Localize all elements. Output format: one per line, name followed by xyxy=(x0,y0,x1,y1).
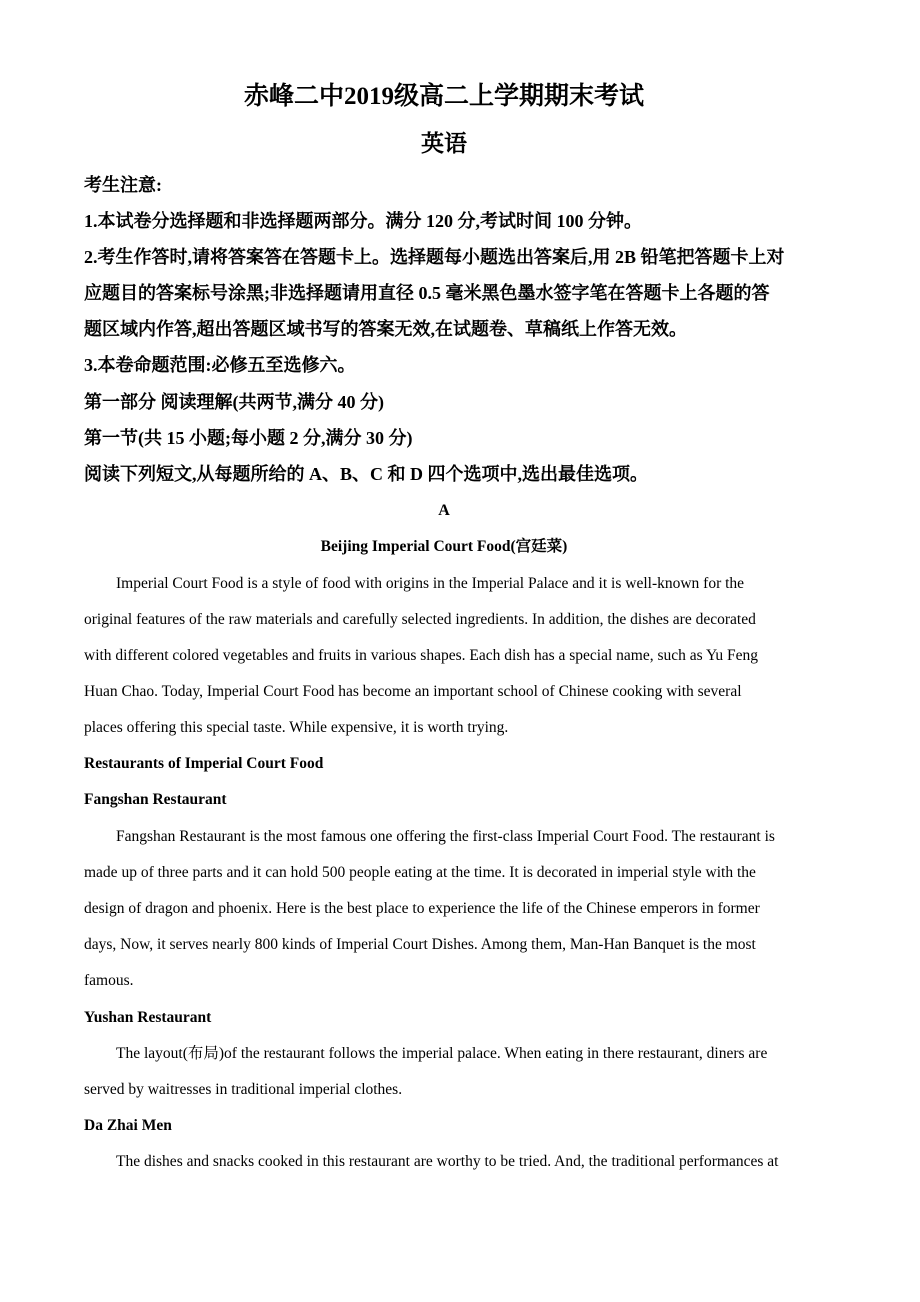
paragraph-line: days, Now, it serves nearly 800 kinds of Imperial Court Dishes. Among them, Man-Han Banquet is the most xyxy=(84,936,756,953)
paragraph-line: The dishes and snacks cooked in this restaurant are worthy to be tried. And, the traditional performances at xyxy=(116,1153,779,1170)
paragraph-line: made up of three parts and it can hold 500 people eating at the time. It is decorated in imperial style with the xyxy=(84,864,756,881)
passage-title: Beijing Imperial Court Food(宫廷菜) xyxy=(320,538,568,555)
fangshan-heading: Fangshan Restaurant xyxy=(84,791,227,808)
section-heading: 第一节(共 15 小题;每小题 2 分,满分 30 分) xyxy=(84,428,413,448)
notice-line: 应题目的答案标号涂黑;非选择题请用直径 0.5 毫米黑色墨水签字笔在答题卡上各题的答 xyxy=(84,283,770,303)
paragraph-line: places offering this special taste. While expensive, it is worth trying. xyxy=(84,719,509,736)
subject-title: 英语 xyxy=(421,131,467,156)
paragraph-line: Huan Chao. Today, Imperial Court Food has become an important school of Chinese cooking with several xyxy=(84,683,742,700)
paragraph-line: served by waitresses in traditional imperial clothes. xyxy=(84,1081,403,1098)
notice-line: 2.考生作答时,请将答案答在答题卡上。选择题每小题选出答案后,用 2B 铅笔把答题卡上对 xyxy=(84,247,785,267)
paragraph-line: The layout(布局)of the restaurant follows the imperial palace. When eating in there restaurant, diners are xyxy=(116,1045,768,1062)
yushan-heading: Yushan Restaurant xyxy=(84,1009,212,1026)
notice-heading: 考生注意: xyxy=(84,175,162,195)
paragraph-line: Fangshan Restaurant is the most famous one offering the first-class Imperial Court Food. The restaurant is xyxy=(116,828,775,845)
part-heading: 第一部分 阅读理解(共两节,满分 40 分) xyxy=(84,392,384,412)
passage-letter: A xyxy=(438,502,450,519)
dazhaimen-heading: Da Zhai Men xyxy=(84,1117,172,1134)
paragraph-line: famous. xyxy=(84,972,134,989)
notice-line: 题区域内作答,超出答题区域书写的答案无效,在试题卷、草稿纸上作答无效。 xyxy=(84,319,687,339)
notice-line: 1.本试卷分选择题和非选择题两部分。满分 120 分,考试时间 100 分钟。 xyxy=(84,211,642,231)
exam-title: 赤峰二中2019级高二上学期期末考试 xyxy=(243,83,644,110)
paragraph-line: design of dragon and phoenix. Here is the best place to experience the life of the Chinese emperors in former xyxy=(84,900,760,917)
restaurants-heading: Restaurants of Imperial Court Food xyxy=(84,755,324,772)
instruction: 阅读下列短文,从每题所给的 A、B、C 和 D 四个选项中,选出最佳选项。 xyxy=(84,464,648,484)
paragraph-line: Imperial Court Food is a style of food with origins in the Imperial Palace and it is well-known for the xyxy=(116,575,745,592)
paragraph-line: original features of the raw materials and carefully selected ingredients. In addition, the dishes are decorated xyxy=(84,611,756,628)
notice-line: 3.本卷命题范围:必修五至选修六。 xyxy=(84,355,356,375)
paragraph-line: with different colored vegetables and fruits in various shapes. Each dish has a special name, such as Yu Feng xyxy=(84,647,759,664)
